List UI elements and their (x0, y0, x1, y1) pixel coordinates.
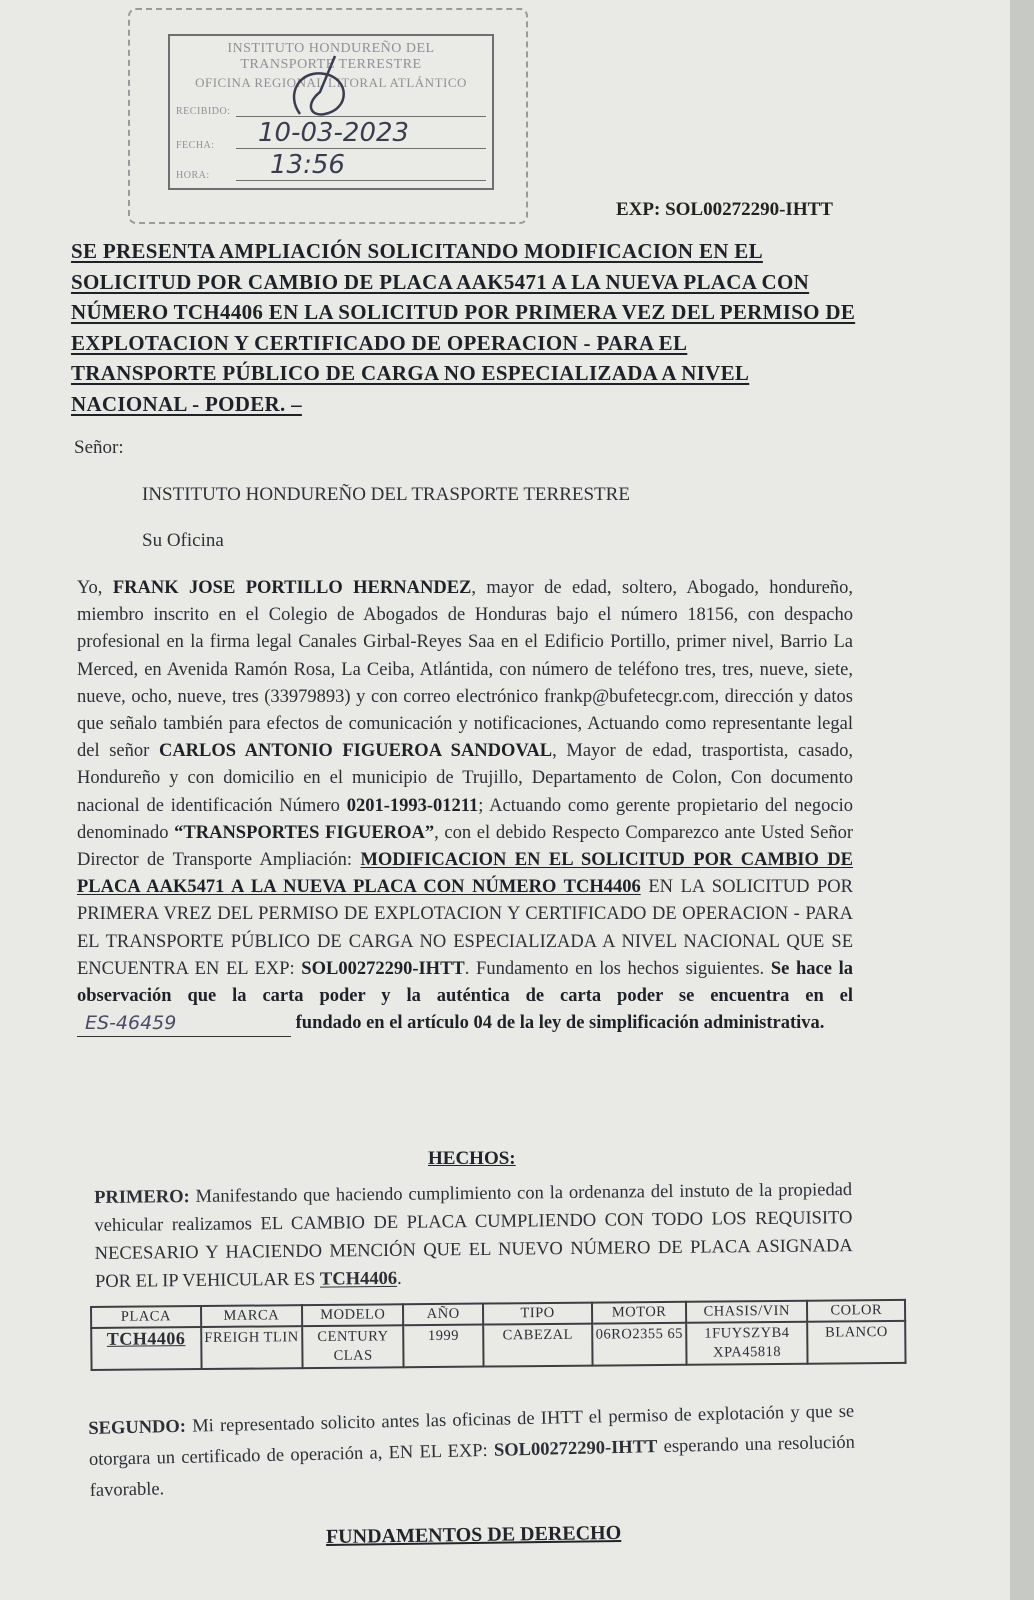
segundo-paragraph (88, 1397, 856, 1507)
stamp-line-2: TRANSPORTE TERRESTRE (240, 57, 422, 72)
cell-color: BLANCO (808, 1321, 906, 1364)
business-name: “TRANSPORTES FIGUEROA” (174, 822, 435, 843)
dni-number: 0201-1993-01211 (346, 795, 479, 816)
blank-handwritten-value: ES-46459 (85, 1012, 177, 1035)
salutation: Señor: (74, 437, 124, 458)
header-ano: AÑO (403, 1304, 483, 1326)
cell-motor: 06RO2355 65 (592, 1323, 686, 1366)
body-text-4: , con el debido Respecto Comparezco ante Usted Señor Director de Transporte Ampliación: (77, 822, 854, 871)
header-marca: MARCA (201, 1305, 303, 1327)
primero-plate: TCH4406 (319, 1268, 398, 1290)
document-title (71, 236, 859, 419)
office-line: Su Oficina (142, 530, 224, 551)
stamp-recibido-label: RECIBIDO: (176, 106, 231, 117)
primero-text: Manifestando que haciendo cumplimiento con la ordenanza del instuto de la propiedad vehicular realizamos EL CAMBIO DE PLACA CUMPLIENDO CON TODO LOS REQUISITO NECESARIO Y HACIENDO MENCIÓN QUE EL NUEVO NÚMERO DE PLACA ASIGNADA POR EL IP VEHICULAR ES (94, 1180, 853, 1292)
main-paragraph (77, 575, 853, 1037)
header-placa: PLACA (91, 1306, 201, 1328)
reception-stamp (168, 34, 494, 190)
header-modelo: MODELO (302, 1304, 404, 1326)
observation-2: fundado en el artículo 04 de la ley de simplificación administrativa. (295, 1013, 825, 1034)
modification-request: MODIFICACION EN EL SOLICITUD POR CAMBIO DE PLACA AAK5471 A LA NUEVA PLACA CON NÚMERO TCH4406 (77, 850, 854, 898)
title-line-2: SOLICITUD POR CAMBIO DE PLACA AAK5471 A LA NUEVA PLACA CON (71, 269, 810, 294)
body-text-1: , mayor de edad, soltero, Abogado, hondureño, miembro inscrito en el Colegio de Abogados de Honduras bajo el número 18156, con despacho profesional en la firma legal Canales Girbal-Reyes Saa en el Edificio Portillo, primer nivel, Barrio La Merced, en Avenida Ramón Rosa, La Ceiba, Atlántida, con número de teléfono tres, tres, nueve, siete, nueve, ocho, nueve, tres (33979893) y con correo electrónico frankp@bufetecgr.com, dirección y datos que señalo también para efectos de comunicación y notificaciones, Actuando como representante legal del señor (77, 578, 853, 762)
cell-modelo: CENTURY CLAS (302, 1325, 404, 1368)
primero-paragraph (94, 1176, 853, 1296)
stamp-hora-label: HORA: (176, 170, 210, 181)
body-text-3: ; Actuando como gerente propietario del negocio denominado (77, 795, 854, 843)
client-name: CARLOS ANTONIO FIGUEROA SANDOVAL (158, 741, 553, 762)
primero-label: PRIMERO: (94, 1186, 190, 1208)
stamp-fecha-handwritten: 10-03-2023 (258, 118, 410, 148)
vehicle-table (90, 1299, 907, 1371)
cell-tipo: CABEZAL (483, 1324, 593, 1367)
expedient-number: EXP: SOL00272290-IHTT (616, 199, 833, 220)
stamp-line-3: OFICINA REGIONAL LITORAL ATLÁNTICO (195, 75, 467, 90)
stamp-hora-handwritten: 13:56 (270, 150, 345, 180)
header-chasis: CHASIS/VIN (686, 1301, 808, 1323)
segundo-label: SEGUNDO: (88, 1416, 187, 1439)
header-motor: MOTOR (592, 1302, 686, 1324)
background-edge (1010, 0, 1034, 1600)
cell-placa: TCH4406 (91, 1327, 201, 1370)
signature-scribble-icon (280, 54, 370, 124)
title-line-6: NACIONAL - PODER. – (71, 391, 302, 416)
header-tipo: TIPO (483, 1303, 593, 1325)
body-text-5: EN LA SOLICITUD POR PRIMERA VREZ DEL PERMISO DE EXPLOTACION Y CERTIFICADO DE OPERACION - PARA EL TRANSPORTE PÚBLICO DE CARGA NO ESPECIALIZADA A NIVEL NACIONAL QUE SE ENCUENTRA EN EL EXP: (77, 877, 854, 979)
body-exp-ref: SOL00272290-IHTT (301, 958, 465, 979)
title-line-4: EXPLOTACION Y CERTIFICADO DE OPERACION - PARA EL (71, 330, 688, 355)
title-line-3: NÚMERO TCH4406 EN LA SOLICITUD POR PRIMERA VEZ DEL PERMISO DE (71, 300, 856, 324)
stamp-line-1: INSTITUTO HONDUREÑO DEL (227, 41, 435, 56)
stamp-hora-line (236, 180, 486, 181)
lawyer-name: FRANK JOSE PORTILLO HERNANDEZ (112, 578, 472, 598)
cell-ano: 1999 (404, 1325, 484, 1368)
handwritten-blank (77, 1012, 291, 1037)
table-row (91, 1321, 905, 1370)
header-color: COLOR (807, 1300, 905, 1322)
segundo-exp-ref: SOL00272290-IHTT (493, 1437, 658, 1461)
hechos-heading: HECHOS: (428, 1148, 516, 1169)
primero-end: . (396, 1268, 402, 1289)
stamp-fecha-label: FECHA: (176, 140, 215, 151)
cell-chasis: 1FUYSZYB4 XPA45818 (686, 1322, 808, 1365)
segundo-text: Mi representado solicito antes las oficinas de IHTT el permiso de explotación y que se otorgara un certificado de operación a, EN EL EXP: (88, 1401, 855, 1470)
segundo-end: esperando una resolución favorable. (89, 1432, 856, 1501)
body-text-2: , Mayor de edad, trasportista, casado, Hondureño y con domicilio en el municipio de Trujillo, Departamento de Colon, Con documento nacional de identificación Número (77, 741, 853, 816)
cell-marca: FREIGH TLIN (201, 1326, 303, 1369)
body-yo: Yo, (77, 578, 103, 598)
body-text-6: . Fundamento en los hechos siguientes. (464, 958, 765, 979)
title-line-1: SE PRESENTA AMPLIACIÓN SOLICITANDO MODIFICACION EN EL (71, 239, 763, 263)
observation: Se hace la observación que la carta poder y la auténtica de carta poder se encuentra en el (77, 958, 854, 1007)
fundamentos-heading: FUNDAMENTOS DE DERECHO (325, 1521, 622, 1549)
institution-name: INSTITUTO HONDUREÑO DEL TRASPORTE TERRESTRE (142, 484, 630, 505)
title-line-5: TRANSPORTE PÚBLICO DE CARGA NO ESPECIALIZADA A NIVEL (71, 361, 750, 385)
stamp-fecha-line (236, 148, 486, 149)
